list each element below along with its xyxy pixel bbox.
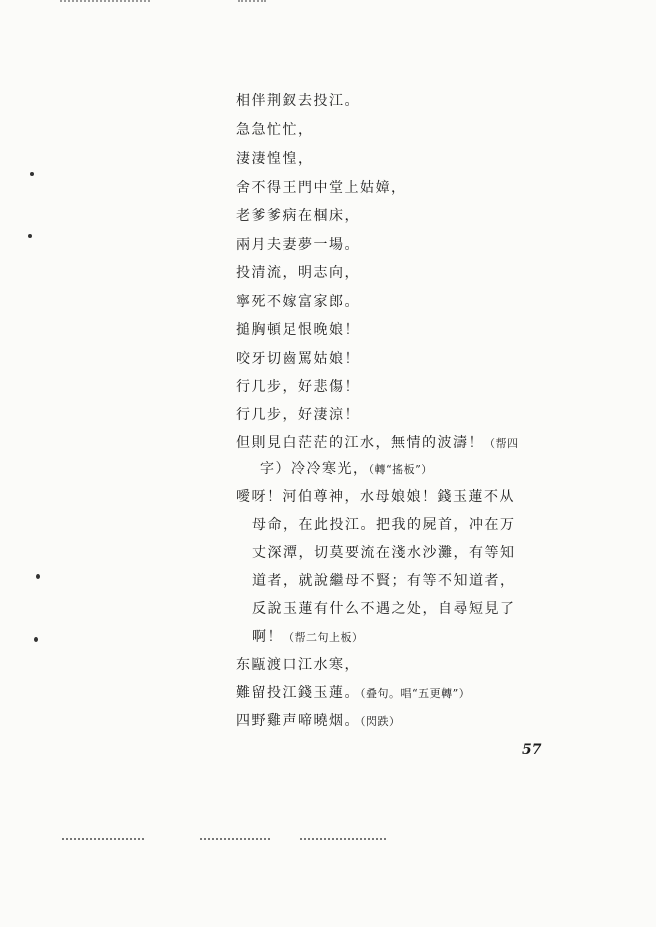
verse-line: 急急忙忙，	[236, 122, 314, 138]
stage-note: （叠句。唱“五更轉”）	[360, 687, 471, 700]
verse-text: 字）冷冷寒光，	[260, 461, 369, 477]
verse-line	[252, 628, 364, 647]
ink-speck	[36, 574, 40, 579]
ink-speck	[30, 172, 34, 176]
stage-note: （閃跌）	[360, 715, 401, 728]
verse-line: 咬牙切齒罵姑娘！	[236, 351, 360, 367]
verse-line: 噯呀！河伯尊神，水母娘娘！錢玉蓮不从	[236, 489, 515, 505]
verse-line	[236, 434, 519, 453]
verse-line: 反說玉蓮有什么不遇之处，自尋短見了	[252, 601, 516, 617]
ink-speck	[34, 637, 38, 642]
verse-line	[260, 460, 433, 479]
verse-line: 投清流，明志向，	[236, 265, 360, 281]
verse-line: 兩月夫妻夢一場。	[236, 237, 360, 253]
verse-line: 舍不得王門中堂上姑嫜，	[236, 180, 407, 196]
top-edge-mark	[60, 0, 150, 5]
verse-line: 相伴荆釵去投江。	[236, 93, 360, 109]
verse-line: 搥胸頓足恨晚娘！	[236, 322, 360, 338]
verse-line	[236, 712, 401, 731]
verse-line: 母命，在此投江。把我的屍首，冲在万	[252, 517, 516, 533]
stage-note: （帮四	[484, 437, 519, 450]
scan-edge-mark	[62, 838, 144, 842]
page-number: 57	[522, 742, 542, 758]
verse-text: 啊！	[252, 629, 283, 645]
verse-line: 寧死不嫁富家郎。	[236, 294, 360, 310]
top-edge-mark	[238, 0, 266, 5]
verse-text: 難留投江錢玉蓮。	[236, 685, 360, 701]
verse-line	[236, 684, 470, 703]
verse-line: 行几步，好悲傷！	[236, 379, 360, 395]
verse-line: 行几步，好淒涼！	[236, 407, 360, 423]
verse-line: 老爹爹病在椢床，	[236, 208, 360, 224]
stage-note: （轉“搖板”）	[368, 463, 433, 476]
ink-speck	[28, 234, 32, 238]
verse-text: 但則見白茫茫的江水，無情的波濤！	[236, 435, 484, 451]
verse-line: 道者，就說繼母不賢；有等不知道者，	[252, 573, 516, 589]
verse-text: 四野雞声啼曉烟。	[236, 713, 360, 729]
verse-line: 淒淒惶惶，	[236, 151, 314, 167]
verse-line: 丈深潭，切莫要流在淺水沙灘，有等知	[252, 545, 516, 561]
scan-edge-mark	[300, 838, 386, 842]
scan-edge-mark	[200, 838, 270, 842]
verse-line: 东甌渡口江水寒，	[236, 657, 360, 673]
stage-note: （帮二句上板）	[283, 631, 364, 644]
